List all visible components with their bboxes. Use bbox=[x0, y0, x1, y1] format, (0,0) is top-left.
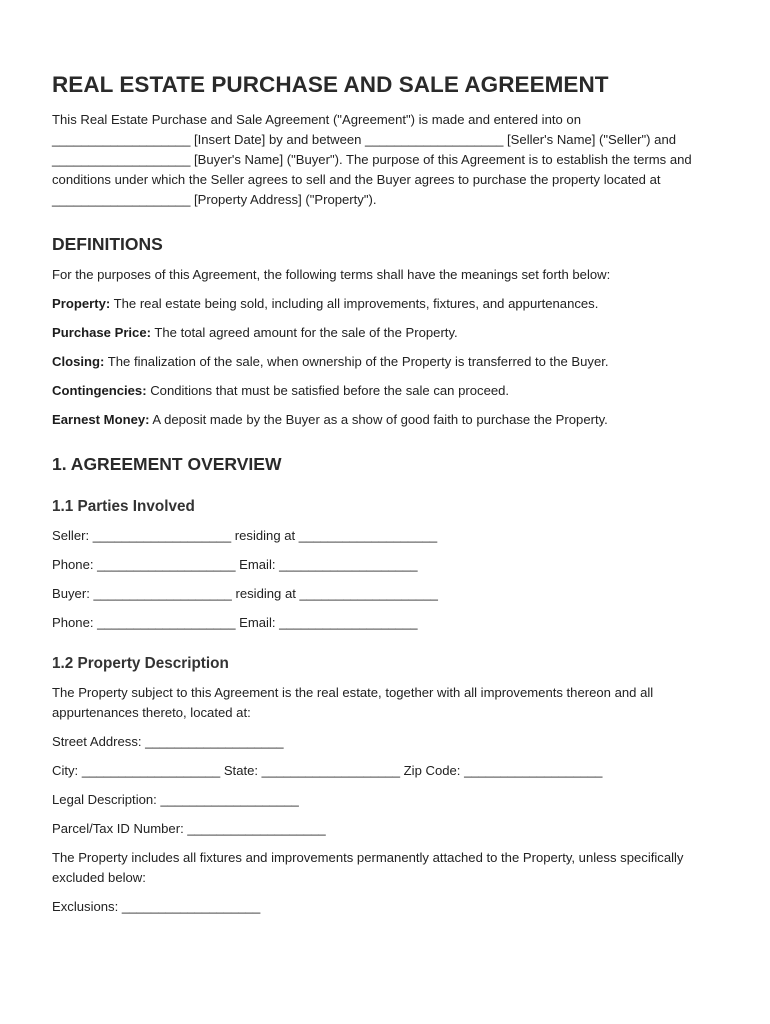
definition-term: Property: bbox=[52, 296, 111, 311]
parties-involved-heading: 1.1 Parties Involved bbox=[52, 498, 195, 515]
buyer-contact-line: Phone: ___________________ Email: ___________________ bbox=[52, 615, 418, 630]
definition-term: Closing: bbox=[52, 354, 105, 369]
definition-purchase-price bbox=[52, 323, 722, 343]
document-title: REAL ESTATE PURCHASE AND SALE AGREEMENT bbox=[52, 72, 609, 97]
parcel-tax-id-line: Parcel/Tax ID Number: ___________________ bbox=[52, 821, 326, 836]
exclusions-line: Exclusions: ___________________ bbox=[52, 899, 261, 914]
definition-text: The real estate being sold, including all improvements, fixtures, and appurtenances. bbox=[110, 296, 599, 311]
street-address-line: Street Address: ___________________ bbox=[52, 734, 284, 749]
buyer-line: Buyer: ___________________ residing at ___________________ bbox=[52, 586, 438, 601]
definition-term: Contingencies: bbox=[52, 383, 147, 398]
definition-term: Earnest Money: bbox=[52, 412, 150, 427]
document-content bbox=[52, 70, 722, 917]
definition-closing bbox=[52, 352, 722, 372]
definition-text: The total agreed amount for the sale of the Property. bbox=[150, 325, 458, 340]
seller-contact-line: Phone: ___________________ Email: ___________________ bbox=[52, 557, 418, 572]
legal-description-line: Legal Description: ___________________ bbox=[52, 792, 299, 807]
fixtures-paragraph: The Property includes all fixtures and improvements permanently attached to the Property, unless specifically excluded below: bbox=[52, 850, 684, 885]
city-state-zip-line: City: ___________________ State: ___________________ Zip Code: ___________________ bbox=[52, 763, 603, 778]
definitions-intro: For the purposes of this Agreement, the following terms shall have the meanings set forth below: bbox=[52, 267, 611, 282]
property-description-heading: 1.2 Property Description bbox=[52, 655, 229, 672]
intro-paragraph: This Real Estate Purchase and Sale Agreement ("Agreement") is made and entered into on ___________________ [Insert Date] by and between ___________________ [Seller's Name] ("Seller") and ___________________ [Buyer's Name] ("Buyer"). The purpose of this Agreement is to establish the terms and conditions under which the Seller agrees to sell and the Buyer agrees to purchase the property located at ___________________ [Property Address] ("Property"). bbox=[52, 112, 692, 207]
definition-text: Conditions that must be satisfied before the sale can proceed. bbox=[146, 383, 510, 398]
property-intro-paragraph: The Property subject to this Agreement is the real estate, together with all improvements thereon and all appurtenances thereto, located at: bbox=[52, 685, 654, 720]
agreement-overview-heading: 1. AGREEMENT OVERVIEW bbox=[52, 454, 282, 474]
definition-text: The finalization of the sale, when ownership of the Property is transferred to the Buyer. bbox=[104, 354, 609, 369]
definition-term: Purchase Price: bbox=[52, 325, 151, 340]
seller-line: Seller: ___________________ residing at ___________________ bbox=[52, 528, 438, 543]
definitions-heading: DEFINITIONS bbox=[52, 234, 163, 254]
definition-text: A deposit made by the Buyer as a show of good faith to purchase the Property. bbox=[149, 412, 608, 427]
definition-property bbox=[52, 294, 722, 314]
definition-contingencies bbox=[52, 381, 722, 401]
definition-earnest-money bbox=[52, 410, 722, 430]
